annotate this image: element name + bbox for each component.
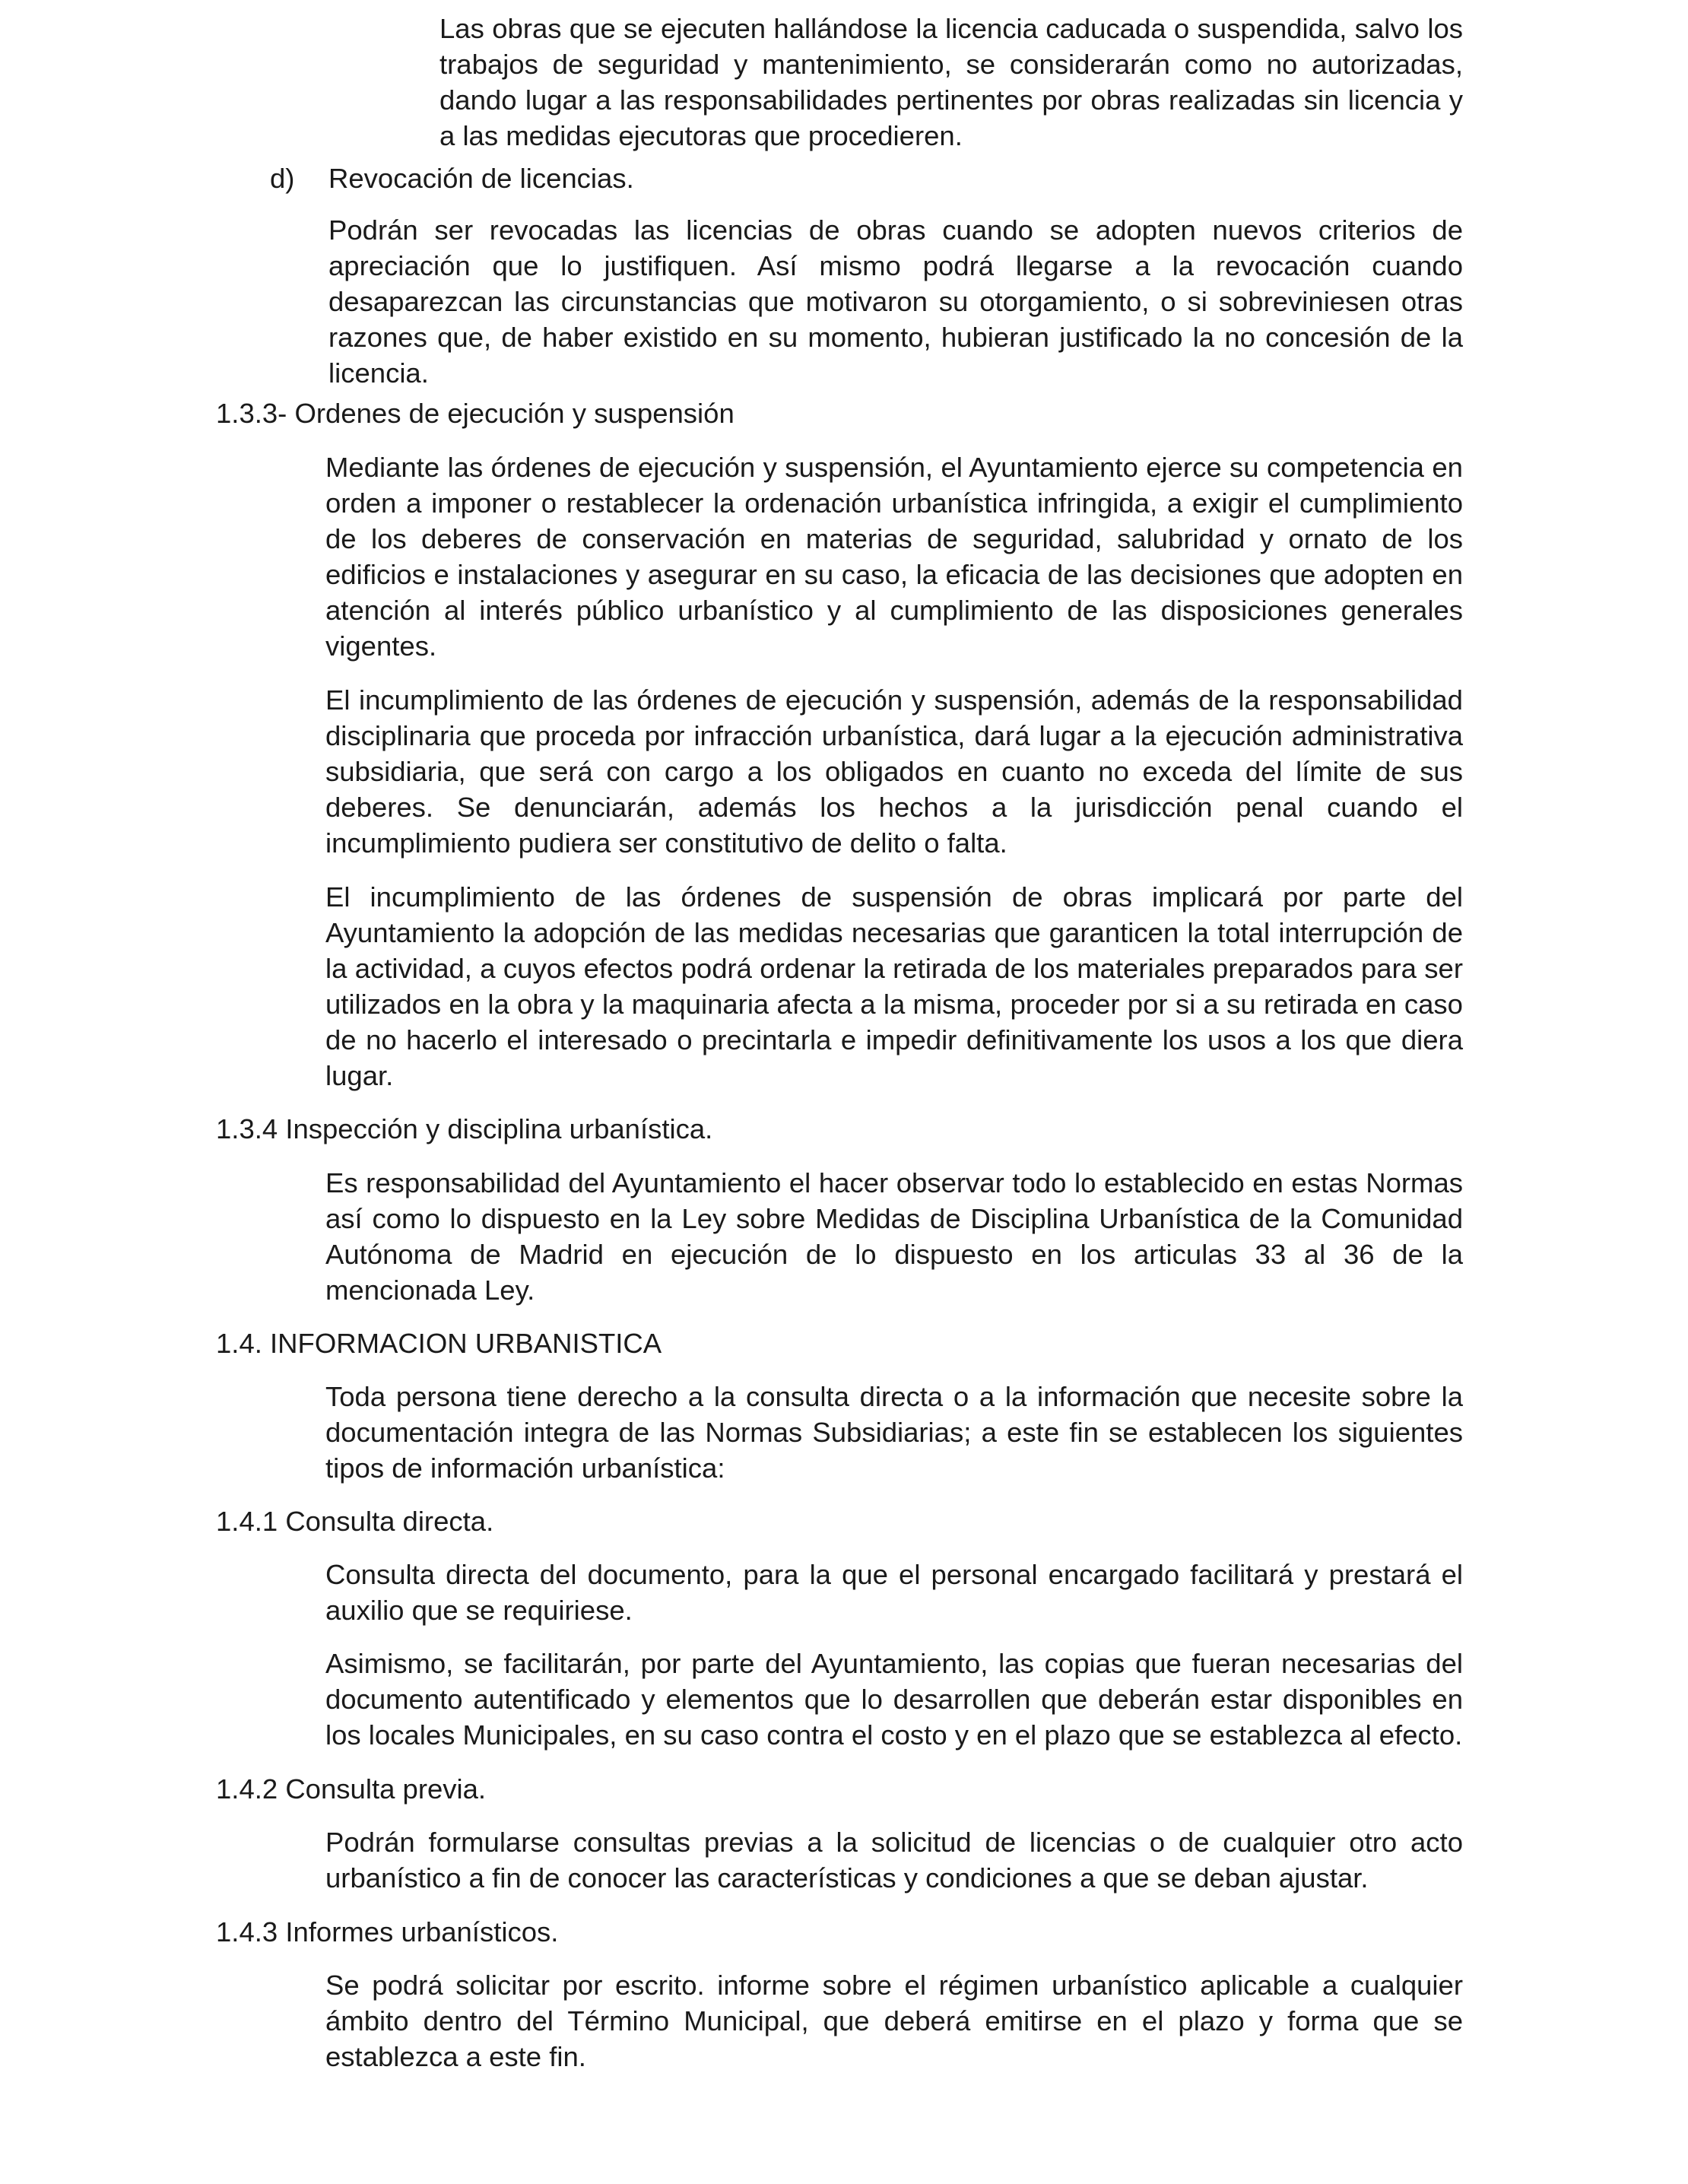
section-1-4-2-heading: 1.4.2 Consulta previa. <box>216 1773 487 1805</box>
item-d-title: Revocación de licencias. <box>328 163 634 194</box>
section-1-3-4-heading: 1.3.4 Inspección y disciplina urbanística. <box>216 1113 713 1144</box>
section-1-4-2-paragraph: Podrán formularse consultas previas a la solicitud de licencias o de cualquier otro acto urbanístico a fin de conocer las características y condiciones a que se deban ajustar. <box>325 1827 1463 1894</box>
section-1-3-4-paragraph: Es responsabilidad del Ayuntamiento el hacer observar todo lo establecido en estas Normas así como lo dispuesto en la Ley sobre Medidas de Disciplina Urbanística de la Comunidad Autónoma de Madrid en ejecución de lo dispuesto en los articulas 33 al 36 de la mencionada Ley. <box>325 1167 1463 1306</box>
section-1-4-1-paragraph-1: Consulta directa del documento, para la que el personal encargado facilitará y prestará el auxilio que se requiriese. <box>325 1559 1463 1626</box>
section-1-4-paragraph: Toda persona tiene derecho a la consulta directa o a la información que necesite sobre la documentación integra de las Normas Subsidiarias; a este fin se establecen los siguientes tipos de información urbanística: <box>325 1381 1463 1484</box>
section-1-3-3-heading: 1.3.3- Ordenes de ejecución y suspensión <box>216 398 735 429</box>
section-1-3-3-paragraph-2: El incumplimiento de las órdenes de ejecución y suspensión, además de la responsabilidad disciplinaria que proceda por infracción urbanística, dará lugar a la ejecución administrativa subsidiaria, que será con cargo a los obligados en cuanto no exceda del límite de sus deberes. Se denunciarán, además los hechos a la jurisdicción penal cuando el incumplimiento pudiera ser constitutivo de delito o falta. <box>325 684 1463 859</box>
item-d-letter: d) <box>270 163 295 194</box>
section-1-4-3-heading: 1.4.3 Informes urbanísticos. <box>216 1916 559 1948</box>
section-1-3-3-paragraph-1: Mediante las órdenes de ejecución y suspensión, el Ayuntamiento ejerce su competencia en orden a imponer o restablecer la ordenación urbanística infringida, a exigir el cumplimiento de los deberes de conservación en materias de seguridad, salubridad y ornato de los edificios e instalaciones y asegurar en su caso, la eficacia de las decisiones que adopten en atención al interés público urbanístico y al cumplimiento de las disposiciones generales vigentes. <box>325 452 1463 662</box>
section-1-4-1-paragraph-2: Asimismo, se facilitarán, por parte del Ayuntamiento, las copias que fueran necesarias del documento autentificado y elementos que lo desarrollen que deberán estar disponibles en los locales Municipales, en su caso contra el costo y en el plazo que se establezca al efecto. <box>325 1648 1463 1751</box>
item-d-paragraph: Podrán ser revocadas las licencias de obras cuando se adopten nuevos criterios de apreciación que lo justifiquen. Así mismo podrá llegarse a la revocación cuando desaparezcan las circunstancias que motivaron su otorgamiento, o si sobreviniesen otras razones que, de haber existido en su momento, hubieran justificado la no concesión de la licencia. <box>328 214 1463 389</box>
section-1-3-3-paragraph-3: El incumplimiento de las órdenes de suspensión de obras implicará por parte del Ayuntamiento la adopción de las medidas necesarias que garanticen la total interrupción de la actividad, a cuyos efectos podrá ordenar la retirada de los materiales preparados para ser utilizados en la obra y la maquinaria afecta a la misma, proceder por si a su retirada en caso de no hacerlo el interesado o precintarla e impedir definitivamente los usos a los que diera lugar. <box>325 881 1463 1091</box>
top-paragraph: Las obras que se ejecuten hallándose la licencia caducada o suspendida, salvo los trabajos de seguridad y mantenimiento, se considerarán como no autorizadas, dando lugar a las responsabilidades pertinentes por obras realizadas sin licencia y a las medidas ejecutoras que procedieren. <box>439 13 1463 151</box>
section-1-4-1-heading: 1.4.1 Consulta directa. <box>216 1506 494 1537</box>
section-1-4-3-paragraph: Se podrá solicitar por escrito. informe sobre el régimen urbanístico aplicable a cualquier ámbito dentro del Término Municipal, que deberá emitirse en el plazo y forma que se establezca a este fin. <box>325 1970 1463 2072</box>
section-1-4-heading: 1.4. INFORMACION URBANISTICA <box>216 1328 662 1359</box>
